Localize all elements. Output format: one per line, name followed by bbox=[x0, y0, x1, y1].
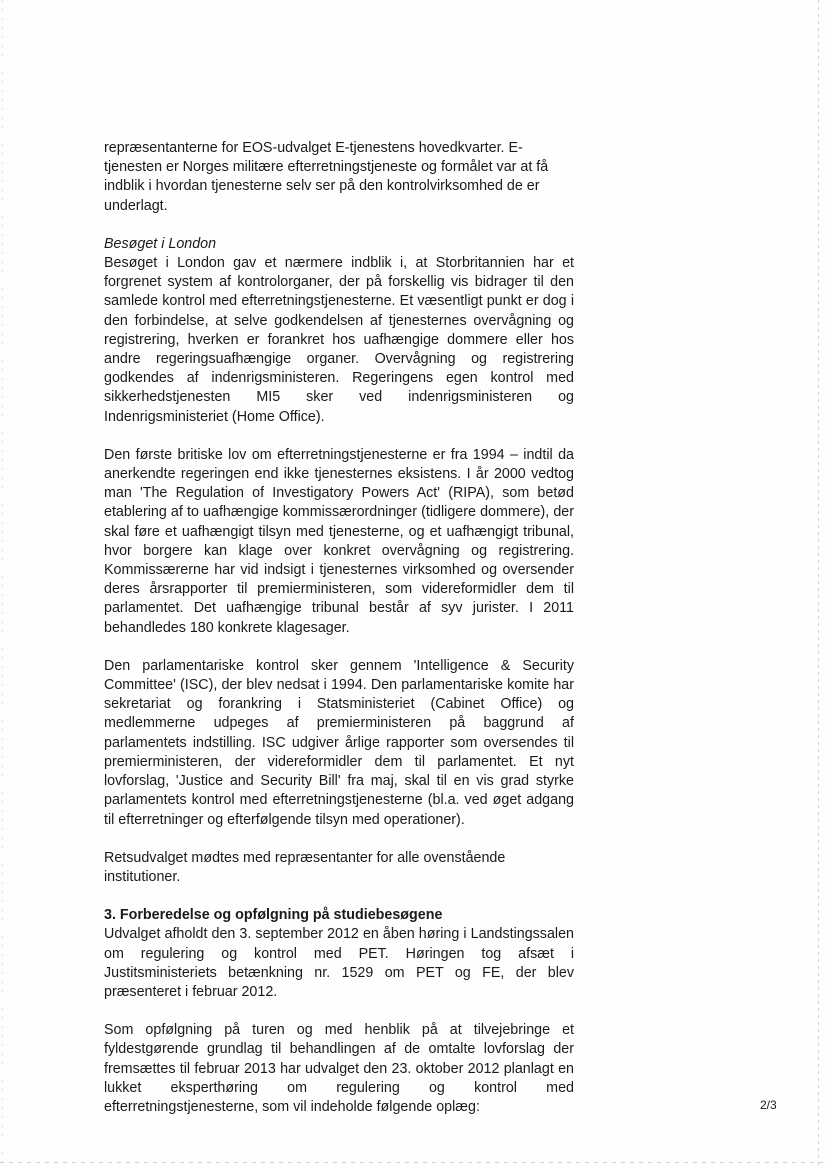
london-paragraph-2: Den første britiske lov om efterretningstjenesterne er fra 1994 – indtil da anerkendte regeringen end ikke tjenesternes eksistens. I år 2000 vedtog man 'The Regulation of Investigatory Powers Act' (RIPA), som betød etablering af to uafhængige kommissærordninger (tidligere dommere), der skal føre et uafhængigt tilsyn med tjenesterne, og et uafhængigt tribunal, hvor borgere kan klage over konkret overvågning og registrering. Kommissærerne har vid indsigt i tjenesternes virksomhed og oversender deres årsrapporter til premierministeren, som videreformidler dem til parlamentet. Det uafhængige tribunal består af syv jurister. I 2011 behandledes 180 konkrete klagesager. bbox=[104, 446, 574, 636]
paragraph-gap bbox=[104, 830, 574, 849]
section-3-paragraph-1: Udvalget afholdt den 3. september 2012 en åben høring i Landstingssalen om regulering og kontrol med PET. Høringen tog afsæt i Justitsministeriets betænkning nr. 1529 om PET og FE, der blev præsenteret i februar 2012. bbox=[104, 926, 574, 1000]
london-paragraph-1: Besøget i London gav et nærmere indblik i, at Storbritannien har et forgrenet system af kontrolorganer, der på forskellig vis bidrager til den samlede kontrol med efterretningstjenesterne. Et væsentligt punkt er dog i den forbindelse, at selve godkendelsen af tjenesternes overvågning og registrering, hverken er forankret hos uafhængige dommere eller hos andre regeringsuafhængige organer. Overvågning og registrering godkendes af indenrigsministeren. Regeringens egen kontrol med sikkerhedstjenesten MI5 sker ved indenrigsministeren og Indenrigsministeriet (Home Office). bbox=[104, 255, 574, 425]
london-paragraph-4: Retsudvalget mødtes med repræsentanter for alle ovenstående institutioner. bbox=[104, 849, 506, 885]
page-number: 2/3 bbox=[760, 1098, 777, 1112]
scan-edge-right bbox=[818, 0, 819, 1168]
paragraph-gap bbox=[104, 427, 574, 446]
paragraph-gap bbox=[104, 216, 574, 235]
london-subheading: Besøget i London bbox=[104, 235, 217, 252]
london-paragraph-3: Den parlamentariske kontrol sker gennem 'Intelligence & Security Committee' (ISC), der blev nedsat i 1994. Den parlamentariske komite har sekretariat og forankring i Statsministeriet (Cabinet Office) og medlemmerne udpeges af premierministeren på baggrund af parlamentets indstilling. ISC udgiver årlige rapporter som oversendes til premierministeren, der videreformidler dem til parlamentet. Et nyt lovforslag, 'Justice and Security Bill' fra maj, skal til en vis grad styrke parlamentets kontrol med efterretningstjenesterne (bl.a. ved øget adgang til efterretninger og efterfølgende tilsyn med operationer). bbox=[104, 657, 574, 828]
intro-paragraph: repræsentanterne for EOS-udvalget E-tjenestens hovedkvarter. E-tjenesten er Norges militære efterretningstjeneste og formålet var at få indblik i hvordan tjenesterne selv ser på den kontrolvirksomhed de er underlagt. bbox=[104, 140, 549, 214]
paragraph-gap bbox=[104, 638, 574, 657]
document-body bbox=[104, 139, 574, 1117]
section-3-heading: 3. Forberedelse og opfølgning på studiebesøgene bbox=[104, 907, 443, 924]
paragraph-gap bbox=[104, 1002, 574, 1021]
scan-edge-bottom bbox=[0, 1162, 825, 1163]
paragraph-gap bbox=[104, 887, 574, 906]
section-3-paragraph-2: Som opfølgning på turen og med henblik på at tilvejebringe et fyldestgørende grundlag til behandlingen af de omtalte lovforslag der fremsættes til februar 2013 har udvalget den 23. oktober 2012 planlagt en lukket eksperthøring om regulering og kontrol med efterretningstjenesterne, som vil indeholde følgende oplæg: bbox=[104, 1022, 574, 1115]
scan-edge-left bbox=[2, 0, 3, 1168]
